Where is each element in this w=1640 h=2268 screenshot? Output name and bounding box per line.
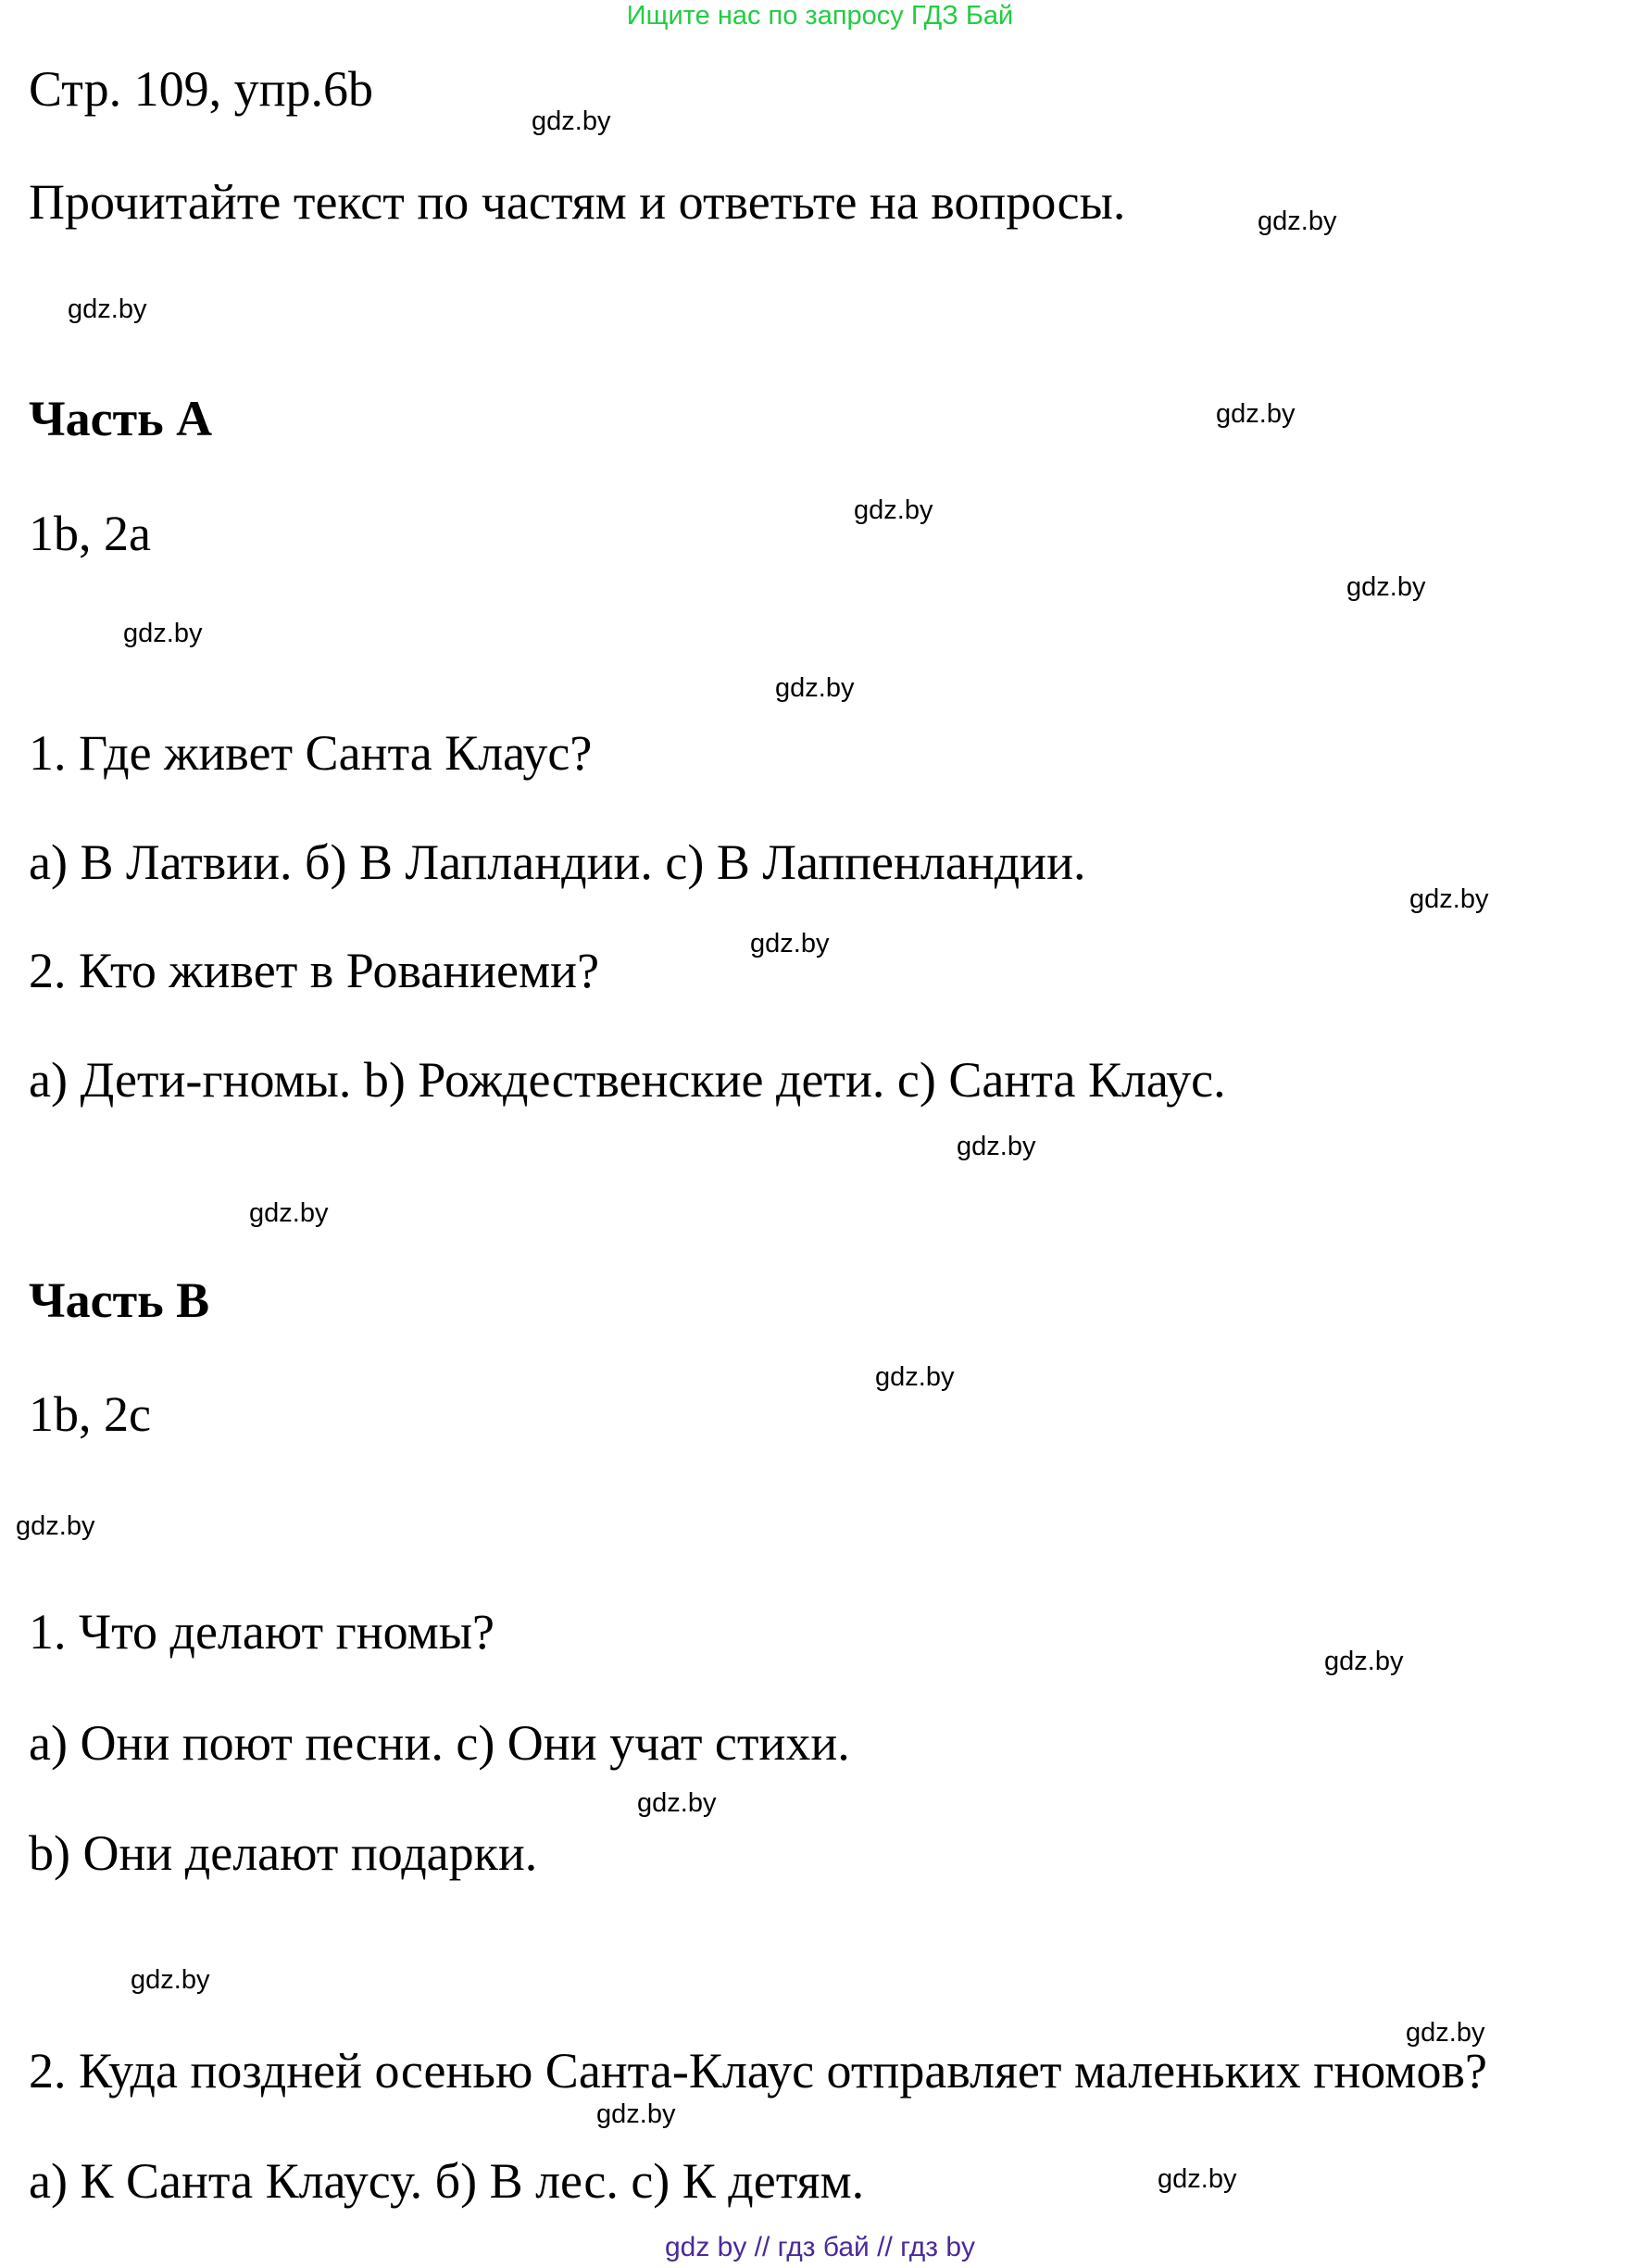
part-b-heading: Часть В [29,1272,210,1328]
watermark: gdz.by [596,2099,676,2129]
instruction-text: Прочитайте текст по частям и ответьте на вопросы. [29,174,1126,230]
watermark: gdz.by [68,294,147,324]
part-a-question-2-options: a) Дети-гномы. b) Рождественские дети. с) Санта Клаус. [29,1052,1226,1108]
watermark: gdz.by [1216,399,1296,429]
part-a-question-1-options: a) В Латвии. б) В Лапландии. с) В Лаппенландии. [29,834,1086,890]
part-b-question-1-options-a-c: a) Они поют песни. с) Они учат стихи. [29,1715,850,1771]
watermark: gdz.by [16,1511,95,1541]
part-a-question-2: 2. Кто живет в Рованиеми? [29,943,600,998]
part-b-question-1: 1. Что делают гномы? [29,1604,495,1660]
watermark: gdz.by [637,1788,717,1818]
part-b-question-2-options: a) К Санта Клаусу. б) В лес. с) К детям. [29,2153,865,2209]
watermark: gdz.by [1409,884,1489,914]
part-a-question-1: 1. Где живет Санта Клаус? [29,725,593,781]
part-b-answers: 1b, 2c [29,1386,151,1442]
watermark: gdz.by [854,495,933,525]
watermark: gdz.by [957,1132,1036,1161]
watermark: gdz.by [875,1362,955,1392]
watermark: gdz.by [1324,1647,1404,1676]
watermark: gdz.by [532,107,611,136]
watermark: gdz.by [1258,207,1337,236]
footer-watermark: gdz by // гдз бай // гдз by [664,2232,976,2262]
watermark: gdz.by [123,619,203,648]
watermark: gdz.by [1346,572,1426,602]
watermark: gdz.by [131,1965,210,1995]
part-b-question-2: 2. Куда поздней осенью Санта-Клаус отправляет маленьких гномов? [29,2043,1487,2099]
search-banner: Ищите нас по запросу ГДЗ Бай [626,1,1014,31]
part-a-heading: Часть А [29,391,213,446]
watermark: gdz.by [249,1198,329,1228]
watermark: gdz.by [1158,2164,1237,2194]
watermark: gdz.by [775,673,855,703]
watermark: gdz.by [750,929,830,959]
page-title: Стр. 109, упр.6b [29,61,373,117]
watermark: gdz.by [1406,2018,1485,2048]
part-b-question-1-option-b: b) Они делают подарки. [29,1825,538,1881]
part-a-answers: 1b, 2a [29,506,151,561]
